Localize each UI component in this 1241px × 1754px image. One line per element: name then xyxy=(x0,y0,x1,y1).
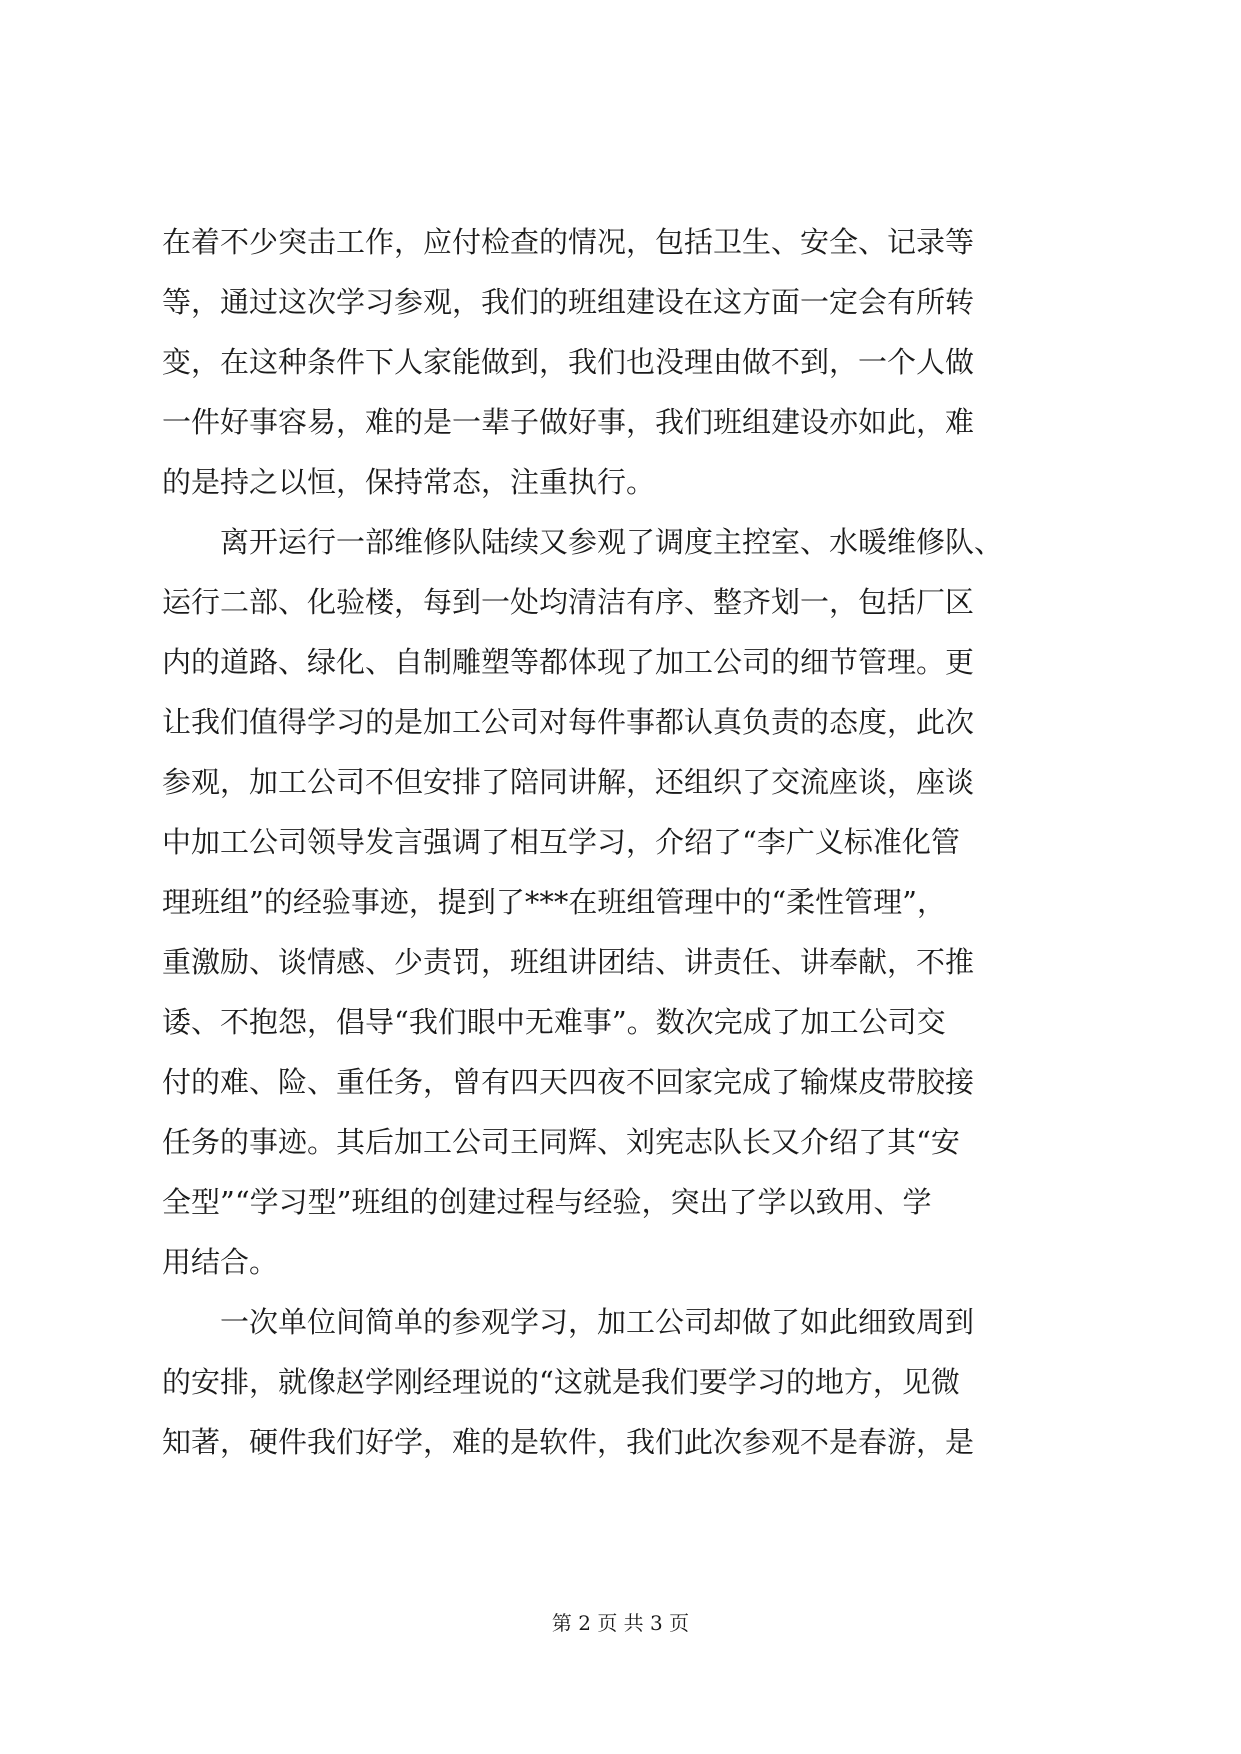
paragraph-3-line-2: 的安排，就像赵学刚经理说的“这就是我们要学习的地方，见微 xyxy=(162,1365,960,1399)
paragraph-2-line-13: 用结合。 xyxy=(162,1245,279,1279)
paragraph-2-line-2: 运行二部、化验楼，每到一处均清洁有序、整齐划一，包括厂区 xyxy=(162,585,975,619)
paragraph-2-line-8: 重激励、谈情感、少责罚，班组讲团结、讲责任、讲奉献，不推 xyxy=(162,945,975,979)
paragraph-2-line-11: 任务的事迹。其后加工公司王同辉、刘宪志队长又介绍了其“安 xyxy=(162,1125,960,1159)
paragraph-2-line-7: 理班组”的经验事迹，提到了***在班组管理中的“柔性管理”， xyxy=(162,885,946,919)
paragraph-1-line-2: 等，通过这次学习参观，我们的班组建设在这方面一定会有所转 xyxy=(162,285,975,319)
paragraph-2-line-9: 诿、不抱怨，倡导“我们眼中无难事”。数次完成了加工公司交 xyxy=(162,1005,946,1039)
paragraph-2-line-10: 付的难、险、重任务，曾有四天四夜不回家完成了输煤皮带胶接 xyxy=(162,1065,975,1099)
paragraph-1-line-5: 的是持之以恒，保持常态，注重执行。 xyxy=(162,465,656,499)
page-footer: 第 2 页 共 3 页 xyxy=(551,1611,690,1635)
paragraph-1-line-1: 在着不少突击工作，应付检查的情况，包括卫生、安全、记录等 xyxy=(162,225,975,259)
document-body xyxy=(162,225,1082,1488)
paragraph-1-line-3: 变，在这种条件下人家能做到，我们也没理由做不到，一个人做 xyxy=(162,345,975,379)
paragraph-2-line-1: 离开运行一部维修队陆续又参观了调度主控室、水暖维修队、 xyxy=(220,525,1004,559)
paragraph-3-line-3: 知著，硬件我们好学，难的是软件，我们此次参观不是春游，是 xyxy=(162,1425,975,1459)
paragraph-2-line-5: 参观，加工公司不但安排了陪同讲解，还组织了交流座谈，座谈 xyxy=(162,765,975,799)
paragraph-2-line-3: 内的道路、绿化、自制雕塑等都体现了加工公司的细节管理。更 xyxy=(162,645,975,679)
paragraph-3-line-1: 一次单位间简单的参观学习，加工公司却做了如此细致周到 xyxy=(220,1305,975,1339)
paragraph-2-line-12: 全型”“学习型”班组的创建过程与经验，突出了学以致用、学 xyxy=(162,1185,932,1219)
paragraph-2-line-4: 让我们值得学习的是加工公司对每件事都认真负责的态度，此次 xyxy=(162,705,975,739)
paragraph-2-line-6: 中加工公司领导发言强调了相互学习，介绍了“李广义标准化管 xyxy=(162,825,960,859)
paragraph-1-line-4: 一件好事容易，难的是一辈子做好事，我们班组建设亦如此，难 xyxy=(162,405,975,439)
